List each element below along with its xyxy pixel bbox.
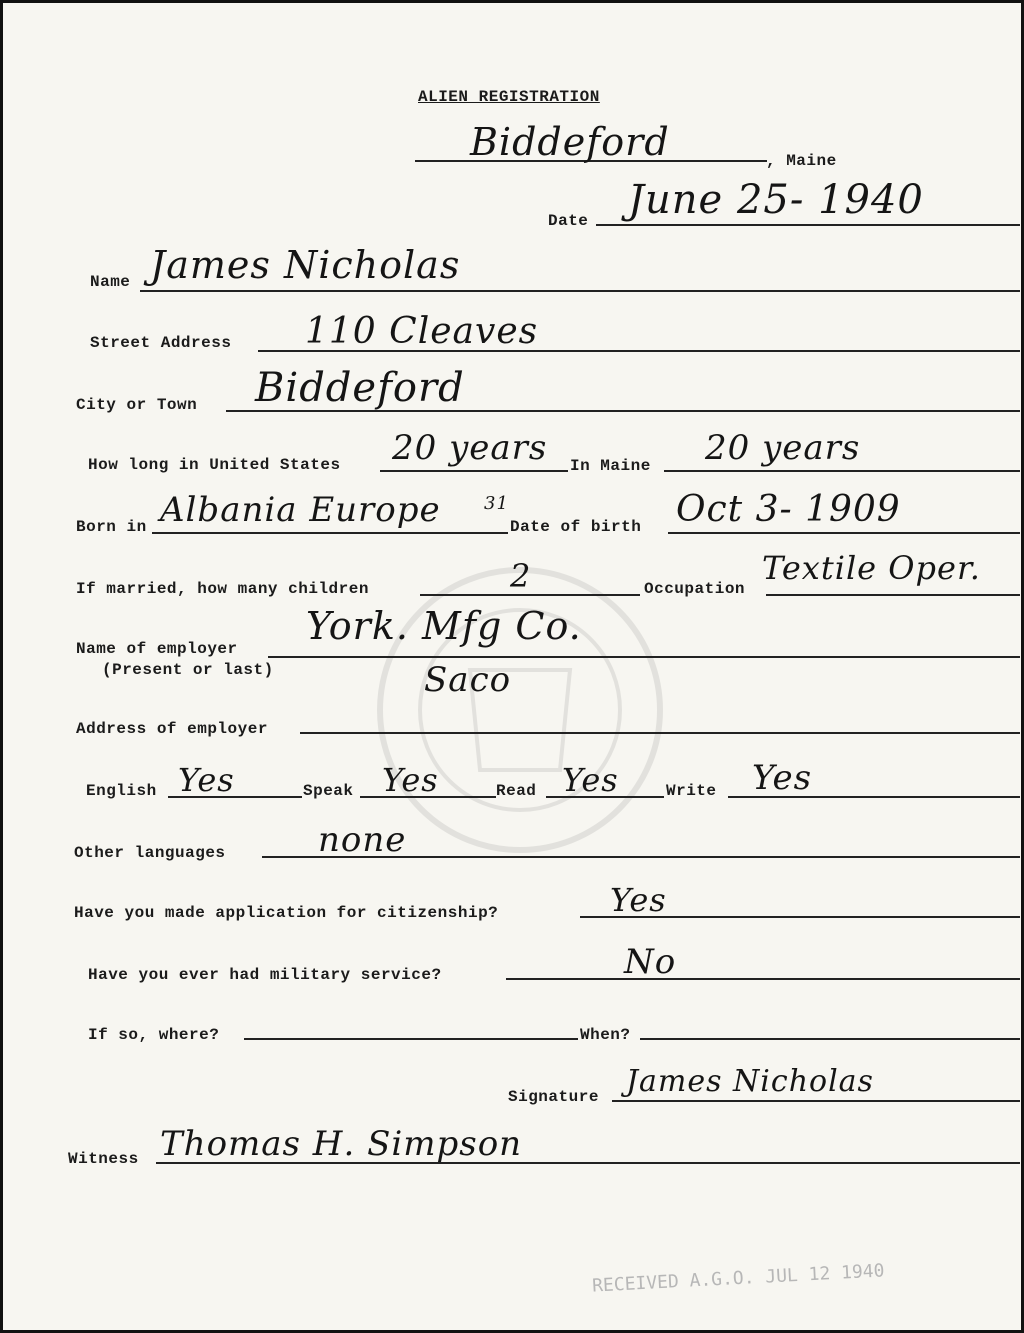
name-value: James Nicholas [150,243,461,287]
citizenship-label: Have you made application for citizenship? [74,904,499,922]
signature-value: James Nicholas [626,1064,874,1099]
if-so-where-label: If so, where? [88,1026,220,1044]
english-value: Yes [178,761,235,799]
city-or-town-label: City or Town [76,396,198,414]
military-line [506,978,1020,980]
born-in-note: 31 [484,493,509,514]
employer-name-line [268,656,1020,658]
name-label: Name [90,273,131,291]
read-value: Yes [562,761,619,799]
date-value: June 25- 1940 [628,177,924,223]
occupation-line [766,594,1020,596]
write-label: Write [666,782,717,800]
children-value: 2 [510,557,532,595]
born-in-value: Albania Europe [160,490,441,530]
date-label: Date [548,212,589,230]
signature-label: Signature [508,1088,599,1106]
speak-label: Speak [303,782,354,800]
employer-name-label: Name of employer [76,640,238,658]
employer-address-label: Address of employer [76,720,268,738]
write-value: Yes [752,758,813,798]
city-or-town-value: Biddeford [255,365,465,411]
how-long-us-line [380,470,568,472]
town-value: Biddeford [470,120,670,164]
married-children-label: If married, how many children [76,580,369,598]
name-line [140,290,1020,292]
witness-label: Witness [68,1150,139,1168]
date-line [596,224,1020,226]
date-of-birth-value: Oct 3- 1909 [676,489,901,530]
date-of-birth-line [668,532,1020,534]
in-maine-line [664,470,1020,472]
in-maine-value: 20 years [705,428,861,468]
received-stamp: RECEIVED A.G.O. JUL 12 1940 [591,1260,885,1297]
other-languages-label: Other languages [74,844,226,862]
form-title: ALIEN REGISTRATION [418,88,600,106]
occupation-label: Occupation [644,580,746,598]
street-address-value: 110 Cleaves [305,311,539,352]
read-label: Read [496,782,537,800]
born-in-line [152,532,508,534]
maine-label: , Maine [766,152,837,170]
when-label: When? [580,1026,631,1044]
date-of-birth-label: Date of birth [510,518,642,536]
witness-value: Thomas H. Simpson [160,1124,523,1164]
how-long-us-value: 20 years [392,428,548,468]
employer-name-value: York. Mfg Co. [306,604,582,648]
born-in-label: Born in [76,518,147,536]
military-value: No [624,942,677,982]
employer-address-line [300,732,1020,734]
speak-value: Yes [382,761,439,799]
other-languages-value: none [318,820,407,860]
employer-city-value: Saco [424,660,512,700]
military-label: Have you ever had military service? [88,966,442,984]
if-so-where-line [244,1038,578,1040]
english-label: English [86,782,157,800]
how-long-us-label: How long in United States [88,456,341,474]
citizenship-value: Yes [610,881,667,919]
employer-name-note: (Present or last) [102,661,274,679]
when-line [640,1038,1020,1040]
street-address-label: Street Address [90,334,232,352]
occupation-value: Textile Oper. [762,549,981,587]
in-maine-label: In Maine [570,457,651,475]
